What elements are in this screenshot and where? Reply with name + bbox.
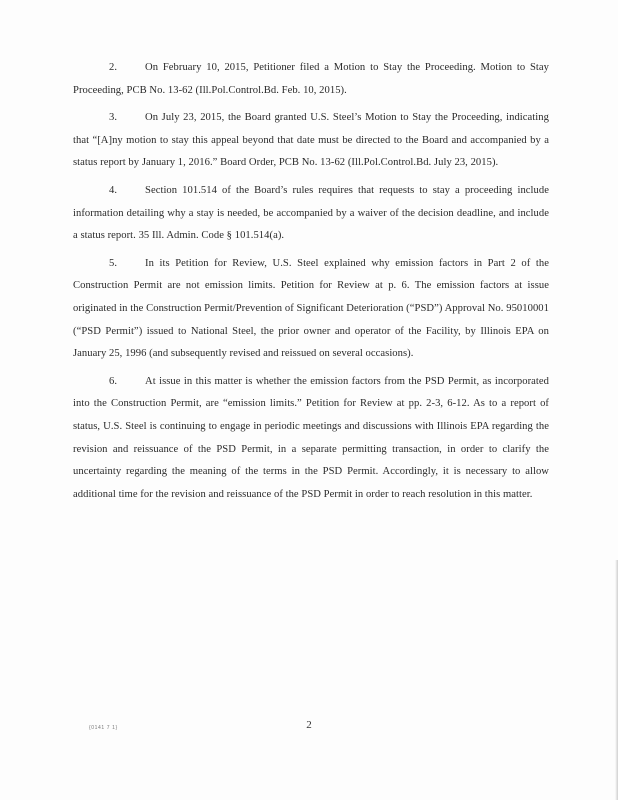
paragraph-text: Section 101.514 of the Board’s rules requires that requests to stay a proceeding include information detailing why a stay is needed, be accompanied by a waiver of the decision deadline, and include a status report. 35 Ill. Admin. Code § 101.514(a). — [73, 184, 549, 242]
paragraph-number: 5. — [109, 257, 118, 269]
paragraph-4 — [73, 180, 549, 248]
document-body — [73, 57, 549, 511]
paragraph-text: On February 10, 2015, Petitioner filed a Motion to Stay the Proceeding. Motion to Stay Proceeding, PCB No. 13-62 (Ill.Pol.Control.Bd. Feb. 10, 2015). — [73, 62, 549, 96]
paragraph-text: At issue in this matter is whether the emission factors from the PSD Permit, as incorporated into the Construction Permit, are “emission limits.” Petition for Review at pp. 2-3, 6-12. As to a report of status, U.S. Steel is continuing to engage in periodic meetings and discussions with Illinois EPA regarding the revision and reissuance of the PSD Permit, in a separate permitting transaction, in order to clarify the uncertainty regarding the meaning of the terms in the PSD Permit. Accordingly, it is necessary to allow additional time for the revision and reissuance of the PSD Permit in order to reach resolution in this matter. — [73, 375, 549, 500]
paragraph-6 — [73, 371, 549, 507]
paragraph-number: 4. — [109, 184, 118, 196]
paragraph-number: 2. — [109, 62, 118, 73]
paragraph-5 — [73, 253, 549, 366]
paragraph-2 — [73, 57, 549, 102]
paragraph-text: On July 23, 2015, the Board granted U.S. Steel’s Motion to Stay the Proceeding, indicating that “[A]ny motion to stay this appeal beyond that date must be directed to the Board and accompanied by a status report by January 1, 2016.” Board Order, PCB No. 13-62 (Ill.Pol.Control.Bd. July 23, 2015). — [73, 112, 549, 169]
paragraph-number: 6. — [109, 375, 118, 387]
paragraph-number: 3. — [109, 112, 118, 124]
document-id: {0141 7 1} — [89, 725, 118, 731]
page-number: 2 — [306, 719, 312, 731]
paragraph-3 — [73, 107, 549, 175]
paragraph-text: In its Petition for Review, U.S. Steel explained why emission factors in Part 2 of the Construction Permit are not emission limits. Petition for Review at p. 6. The emission factors at issue originated in the Construction Permit/Prevention of Significant Deterioration (“PSD”) Approval No. 95010001 (“PSD Permit”) issued to National Steel, the prior owner and operator of the Facility, by Illinois EPA on January 25, 1996 (and subsequently revised and reissued on several occasions). — [73, 257, 549, 360]
